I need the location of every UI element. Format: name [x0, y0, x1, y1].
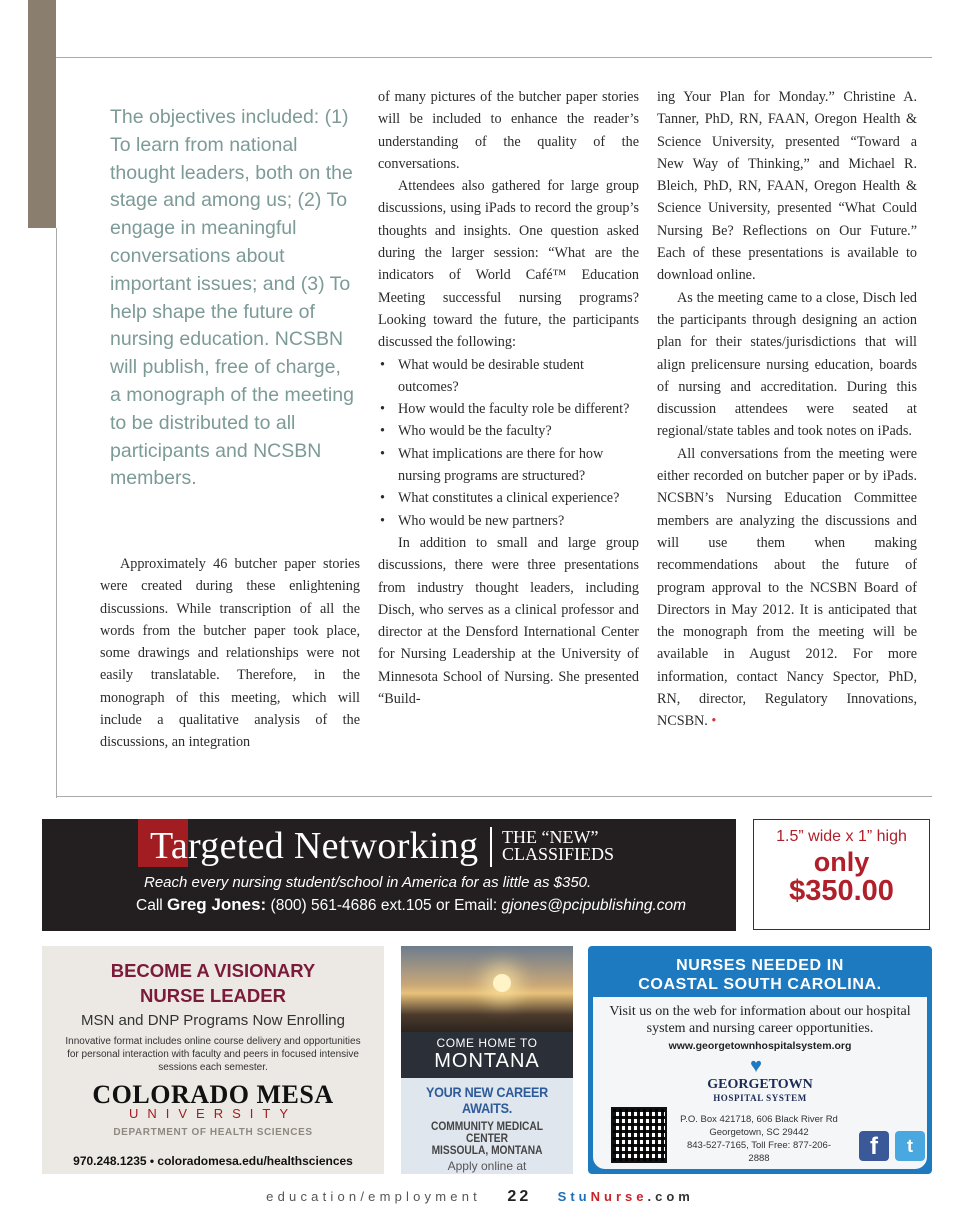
article-column-1	[100, 553, 360, 754]
center-name	[414, 1120, 560, 1156]
montana-band	[401, 1032, 573, 1078]
banner-title: Targeted Networking	[150, 825, 479, 867]
montana-ad[interactable]	[401, 946, 573, 1174]
gt-url[interactable]: www.georgetownhospitalsystem.org	[668, 1040, 852, 1052]
site-stu: Stu	[557, 1189, 591, 1204]
frame-rule-left	[56, 228, 57, 798]
page-footer	[0, 1188, 960, 1206]
frame-rule-top	[56, 57, 932, 58]
paragraph: Approximately 46 butcher paper stories were created during these enlightening discussions. While transcription of all the words from the butcher paper took place, some drawings and relationships were not easily translatable. Therefore, in the monograph of this meeting, which will include a qualitative analysis of the discussions, an integration	[100, 556, 360, 751]
page-number: 22	[507, 1188, 532, 1205]
cmu-department: DEPARTMENT OF HEALTH SCIENCES	[113, 1127, 313, 1138]
georgetown-ad[interactable]	[588, 946, 932, 1174]
paragraph: As the meeting came to a close, Disch led the participants through designing an action plan for their states/jurisdictions that will align prelicensure nursing education, boards of nursing and accreditation. During this discussion attendees were seated at regional/state tables and took notes on iPads.	[657, 289, 917, 440]
price-only: only	[813, 847, 870, 877]
list-item: • What would be desirable student outcomes?	[378, 354, 639, 399]
cmu-headline	[42, 958, 384, 1008]
gt-address	[679, 1113, 839, 1165]
qr-code-icon[interactable]	[611, 1107, 667, 1163]
banner-tagline: Reach every nursing student/school in America for as little as $350.	[144, 874, 592, 891]
twitter-icon[interactable]: t	[895, 1131, 925, 1161]
article-column-2	[378, 86, 639, 710]
list-item: • Who would be the faculty?	[378, 420, 639, 442]
apply-link[interactable]	[401, 1173, 573, 1174]
cmu-programs: MSN and DNP Programs Now Enrolling	[81, 1012, 345, 1029]
cmu-headline-line: BECOME A VISIONARY	[110, 960, 316, 981]
gt-headline-line: NURSES NEEDED IN	[676, 957, 844, 974]
list-item: • How would the faculty role be different?	[378, 398, 639, 420]
list-item: • What constitutes a clinical experience?	[378, 487, 639, 509]
cmu-contact[interactable]: 970.248.1235 • coloradomesa.edu/healthsciences	[73, 1154, 353, 1168]
gt-headline-line: COASTAL SOUTH CAROLINA.	[638, 976, 882, 993]
facebook-icon[interactable]: f	[859, 1131, 889, 1161]
banner-contact	[136, 895, 686, 915]
call-prefix: Call	[136, 897, 163, 914]
banner-subtitle	[502, 829, 642, 863]
gt-logo-sub: HOSPITAL SYSTEM	[713, 1093, 807, 1103]
center-name-line: COMMUNITY MEDICAL CENTER	[430, 1119, 544, 1145]
paragraph: In addition to small and large group discussions, there were three presentations from industry thought leaders, including Disch, who serves as a clinical professor and director at the Densford International Center for Nursing Leadership at the University of Minnesota School of Nursing. She presented “Build-	[378, 534, 639, 708]
gt-phone: 843-527-7165, Toll Free: 877-206-2888	[686, 1140, 831, 1164]
montana-title: MONTANA	[434, 1050, 540, 1072]
career-headline: YOUR NEW CAREER AWAITS.	[426, 1084, 548, 1116]
paragraph: of many pictures of the butcher paper stories will be included to enhance the reader’s understanding of the quality of the conversations.	[378, 89, 639, 172]
article-column-3	[657, 86, 917, 733]
email-prefix: or Email:	[436, 897, 498, 914]
price-box	[753, 819, 930, 930]
cmu-logo: COLORADO MESA	[92, 1080, 334, 1109]
contact-email[interactable]: gjones@pcipublishing.com	[501, 897, 687, 914]
frame-rule-bottom	[56, 796, 932, 797]
banner-divider	[490, 827, 492, 867]
contact-phone: (800) 561-4686 ext.105	[270, 897, 432, 914]
gt-address-line: Georgetown, SC 29442	[709, 1127, 809, 1138]
banner-subtitle-line: CLASSIFIEDS	[502, 844, 615, 864]
gt-address-line: P.O. Box 421718, 606 Black River Rd	[680, 1114, 838, 1125]
cmu-headline-line: NURSE LEADER	[140, 985, 286, 1006]
paragraph-text: All conversations from the meeting were either recorded on butcher paper or by iPads. NCSBN’s Nursing Education Committee members are analyzing the discussions and will use them when making recommendations about the future of program approval to the NCSBN Board of Directors in May 2012. It is anticipated that the monograph from the meeting will be available in August 2012. For more information, contact Nancy Spector, PhD, RN, director, Regulatory Innovations, NCSBN.	[657, 445, 917, 730]
footer-site[interactable]	[558, 1189, 694, 1204]
site-nurse: Nurse	[590, 1189, 648, 1204]
site-com: .com	[647, 1189, 694, 1204]
contact-name: Greg Jones:	[167, 895, 267, 914]
gt-logo: GEORGETOWN	[707, 1077, 813, 1092]
gt-content	[593, 997, 927, 1169]
price-amount: $350.00	[789, 875, 894, 907]
end-mark-icon: •	[711, 713, 717, 730]
sunset-photo	[401, 946, 573, 1032]
colorado-mesa-ad[interactable]	[42, 946, 384, 1174]
sun-icon	[493, 974, 511, 992]
cmu-body: Innovative format includes online course delivery and opportunities for personal interaction with faculty and peers in focused intensive sessions each semester.	[65, 1036, 361, 1073]
list-item: • What implications are there for how nursing programs are structured?	[378, 443, 639, 488]
paragraph: Attendees also gathered for large group discussions, using iPads to record the group’s thoughts and insights. One question asked during the larger session: “What are the indicators of World Café™ Education Meeting successful nursing programs? Looking toward the future, the participants discussed the following:	[378, 178, 639, 351]
apply-text: Apply online at	[447, 1159, 527, 1173]
discussion-list	[378, 354, 639, 532]
side-tab-decoration	[28, 0, 56, 228]
banner-subtitle-line: THE “NEW”	[502, 827, 599, 847]
gt-visit: Visit us on the web for information about our hospital system and nursing career opportunities.	[609, 1004, 911, 1036]
footer-section: education/employment	[266, 1189, 481, 1204]
list-item: • Who would be new partners?	[378, 510, 639, 532]
come-home: COME HOME TO	[436, 1036, 538, 1050]
paragraph	[657, 443, 917, 733]
pull-quote: The objectives included: (1) To learn from national thought leaders, both on the stage and among us; (2) To engage in meaningful conversations about important issues; and (3) To help shape the future of nursing education. NCSBN will publish, free of charge, a monograph of the meeting to be distributed to all participants and NCSBN members.	[110, 106, 354, 490]
center-name-line: MISSOULA, MONTANA	[431, 1143, 543, 1157]
paragraph: ing Your Plan for Monday.” Christine A. Tanner, PhD, RN, FAAN, Oregon Health & Science University, presented “Toward a New Way of Thinking,” and Michael R. Bleich, PhD, RN, FAAN, Oregon Health & Science University, presented “What Could Nursing Be? Reflections on Our Future.” Each of these presentations is available to download online.	[657, 89, 917, 284]
heartbeat-logo-icon: ♥	[750, 1055, 762, 1077]
cmu-logo-sub: UNIVERSITY	[128, 1106, 297, 1121]
price-dimensions: 1.5” wide x 1” high	[776, 828, 907, 845]
gt-headline	[588, 956, 932, 994]
montana-body	[401, 1084, 573, 1174]
